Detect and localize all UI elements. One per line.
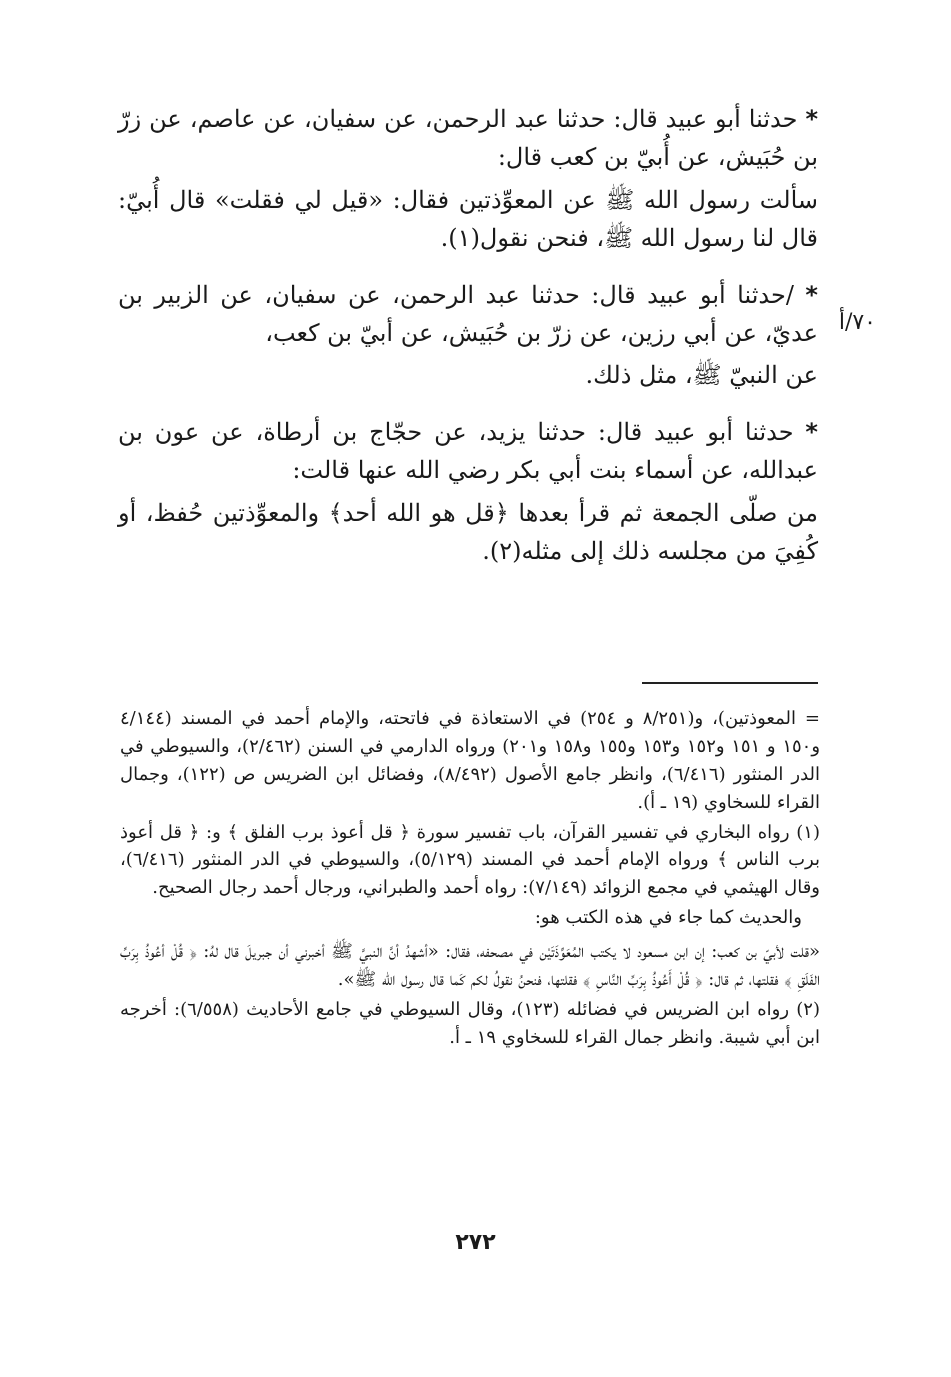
footnote-1-quote: «قلت لأبيّ بن كعب: إن ابن مسعود لا يكتب المُعَوِّذَتَيْن في مصحفه، فقال: «أشهدُ أنَّ النبيَّ ﷺ أخبرني أن جبريلَ قال لهُ: ﴿ قُلْ أعُوذُ بِرَبِّ الفَلَقِ ﴾ فقلتها، ثم قال: ﴿ قُلْ أَعُوذُ بِرَبِّ النَّاسِ ﴾ فقلتها، فنحنُ نقولُ لكم كَما قال رسول الله ﷺ».	[120, 941, 820, 991]
hadith-entry-2	[118, 276, 818, 395]
isnad-text	[118, 413, 818, 490]
footnote-1-sub: والحديث كما جاء في هذه الكتب هو:	[534, 907, 802, 929]
isnad-chain: حدثنا أبو عبيد قال: حدثنا عبد الرحمن، عن سفيان، عن عاصم، عن زرّ بن حُبَيش، عن أُبيّ بن كعب قال:	[118, 105, 818, 172]
footnote-separator	[642, 682, 818, 684]
manuscript-folio-ref: ٧٠/أ	[838, 310, 876, 335]
footnote-2: (٢) رواه ابن الضريس في فضائله (١٢٣)، وقال السيوطي في جامع الأحاديث (٦/٥٥٨): أخرجه ابن أبي شيبة. وانظر جمال القراء للسخاوي ١٩ ـ أ.	[120, 998, 820, 1048]
star-marker: *	[805, 417, 818, 446]
star-marker: *	[805, 280, 818, 309]
matn-text: سألت رسول الله ﷺ عن المعوِّذتين فقال: «قيل لي فقلت» قال أُبيّ: قال لنا رسول الله ﷺ، فنحن نقول(١).	[118, 185, 818, 253]
page-number: ٢٧٢	[455, 1230, 496, 1255]
star-marker: *	[805, 105, 818, 133]
footnote-continuation: = المعوذتين)، و(٨/٢٥١ و ٢٥٤) في الاستعاذة في فاتحته، والإمام أحمد في المسند (٤/١٤٤ و١٥٠ و ١٥١ و١٥٢ و١٥٣ و١٥٥ و١٥٨ و٢٠١) ورواه الدارمي في السنن (٢/٤٦٢)، والسيوطي في الدر المنثور (٦/٤١٦)، وانظر جامع الأصول (٨/٤٩٢)، وفضائل ابن الضريس ص (١٢٢)، وجمال القراء للسخاوي (١٩ ـ أ).	[120, 708, 821, 813]
isnad-text	[118, 100, 818, 177]
footnotes	[120, 705, 820, 1054]
main-text	[118, 100, 818, 588]
isnad-chain: /حدثنا أبو عبيد قال: حدثنا عبد الرحمن، عن سفيان، عن الزبير بن عديّ، عن أبي رزين، عن زرّ بن حُبَيش، عن أبيّ بن كعب،	[118, 280, 818, 347]
isnad-text	[118, 276, 818, 353]
matn-text: عن النبيّ ﷺ، مثل ذلك.	[585, 361, 818, 390]
hadith-entry-3	[118, 413, 818, 571]
footnote-1: (١) رواه البخاري في تفسير القرآن، باب تفسير سورة ﴿ قل أعوذ برب الفلق ﴾ و: ﴿ قل أعوذ برب الناس ﴾ ورواه الإمام أحمد في المسند (٥/١٢٩)، والسيوطي في الدر المنثور (٦/٤١٦)، وقال الهيثمي في مجمع الزوائد (٧/١٤٩): رواه أحمد والطبراني، ورجال أحمد رجال الصحيح.	[120, 821, 820, 899]
isnad-chain: حدثنا أبو عبيد قال: حدثنا يزيد، عن حجّاج بن أرطاة، عن عون بن عبدالله، عن أسماء بنت أبي بكر رضي الله عنها قالت:	[118, 417, 818, 485]
hadith-entry-1	[118, 100, 818, 258]
matn-text: من صلّى الجمعة ثم قرأ بعدها ﴿قل هو الله أحد﴾ والمعوِّذتين حُفظ، أو كُفِيَ من مجلسه ذلك إلى مثله(٢).	[118, 498, 818, 565]
